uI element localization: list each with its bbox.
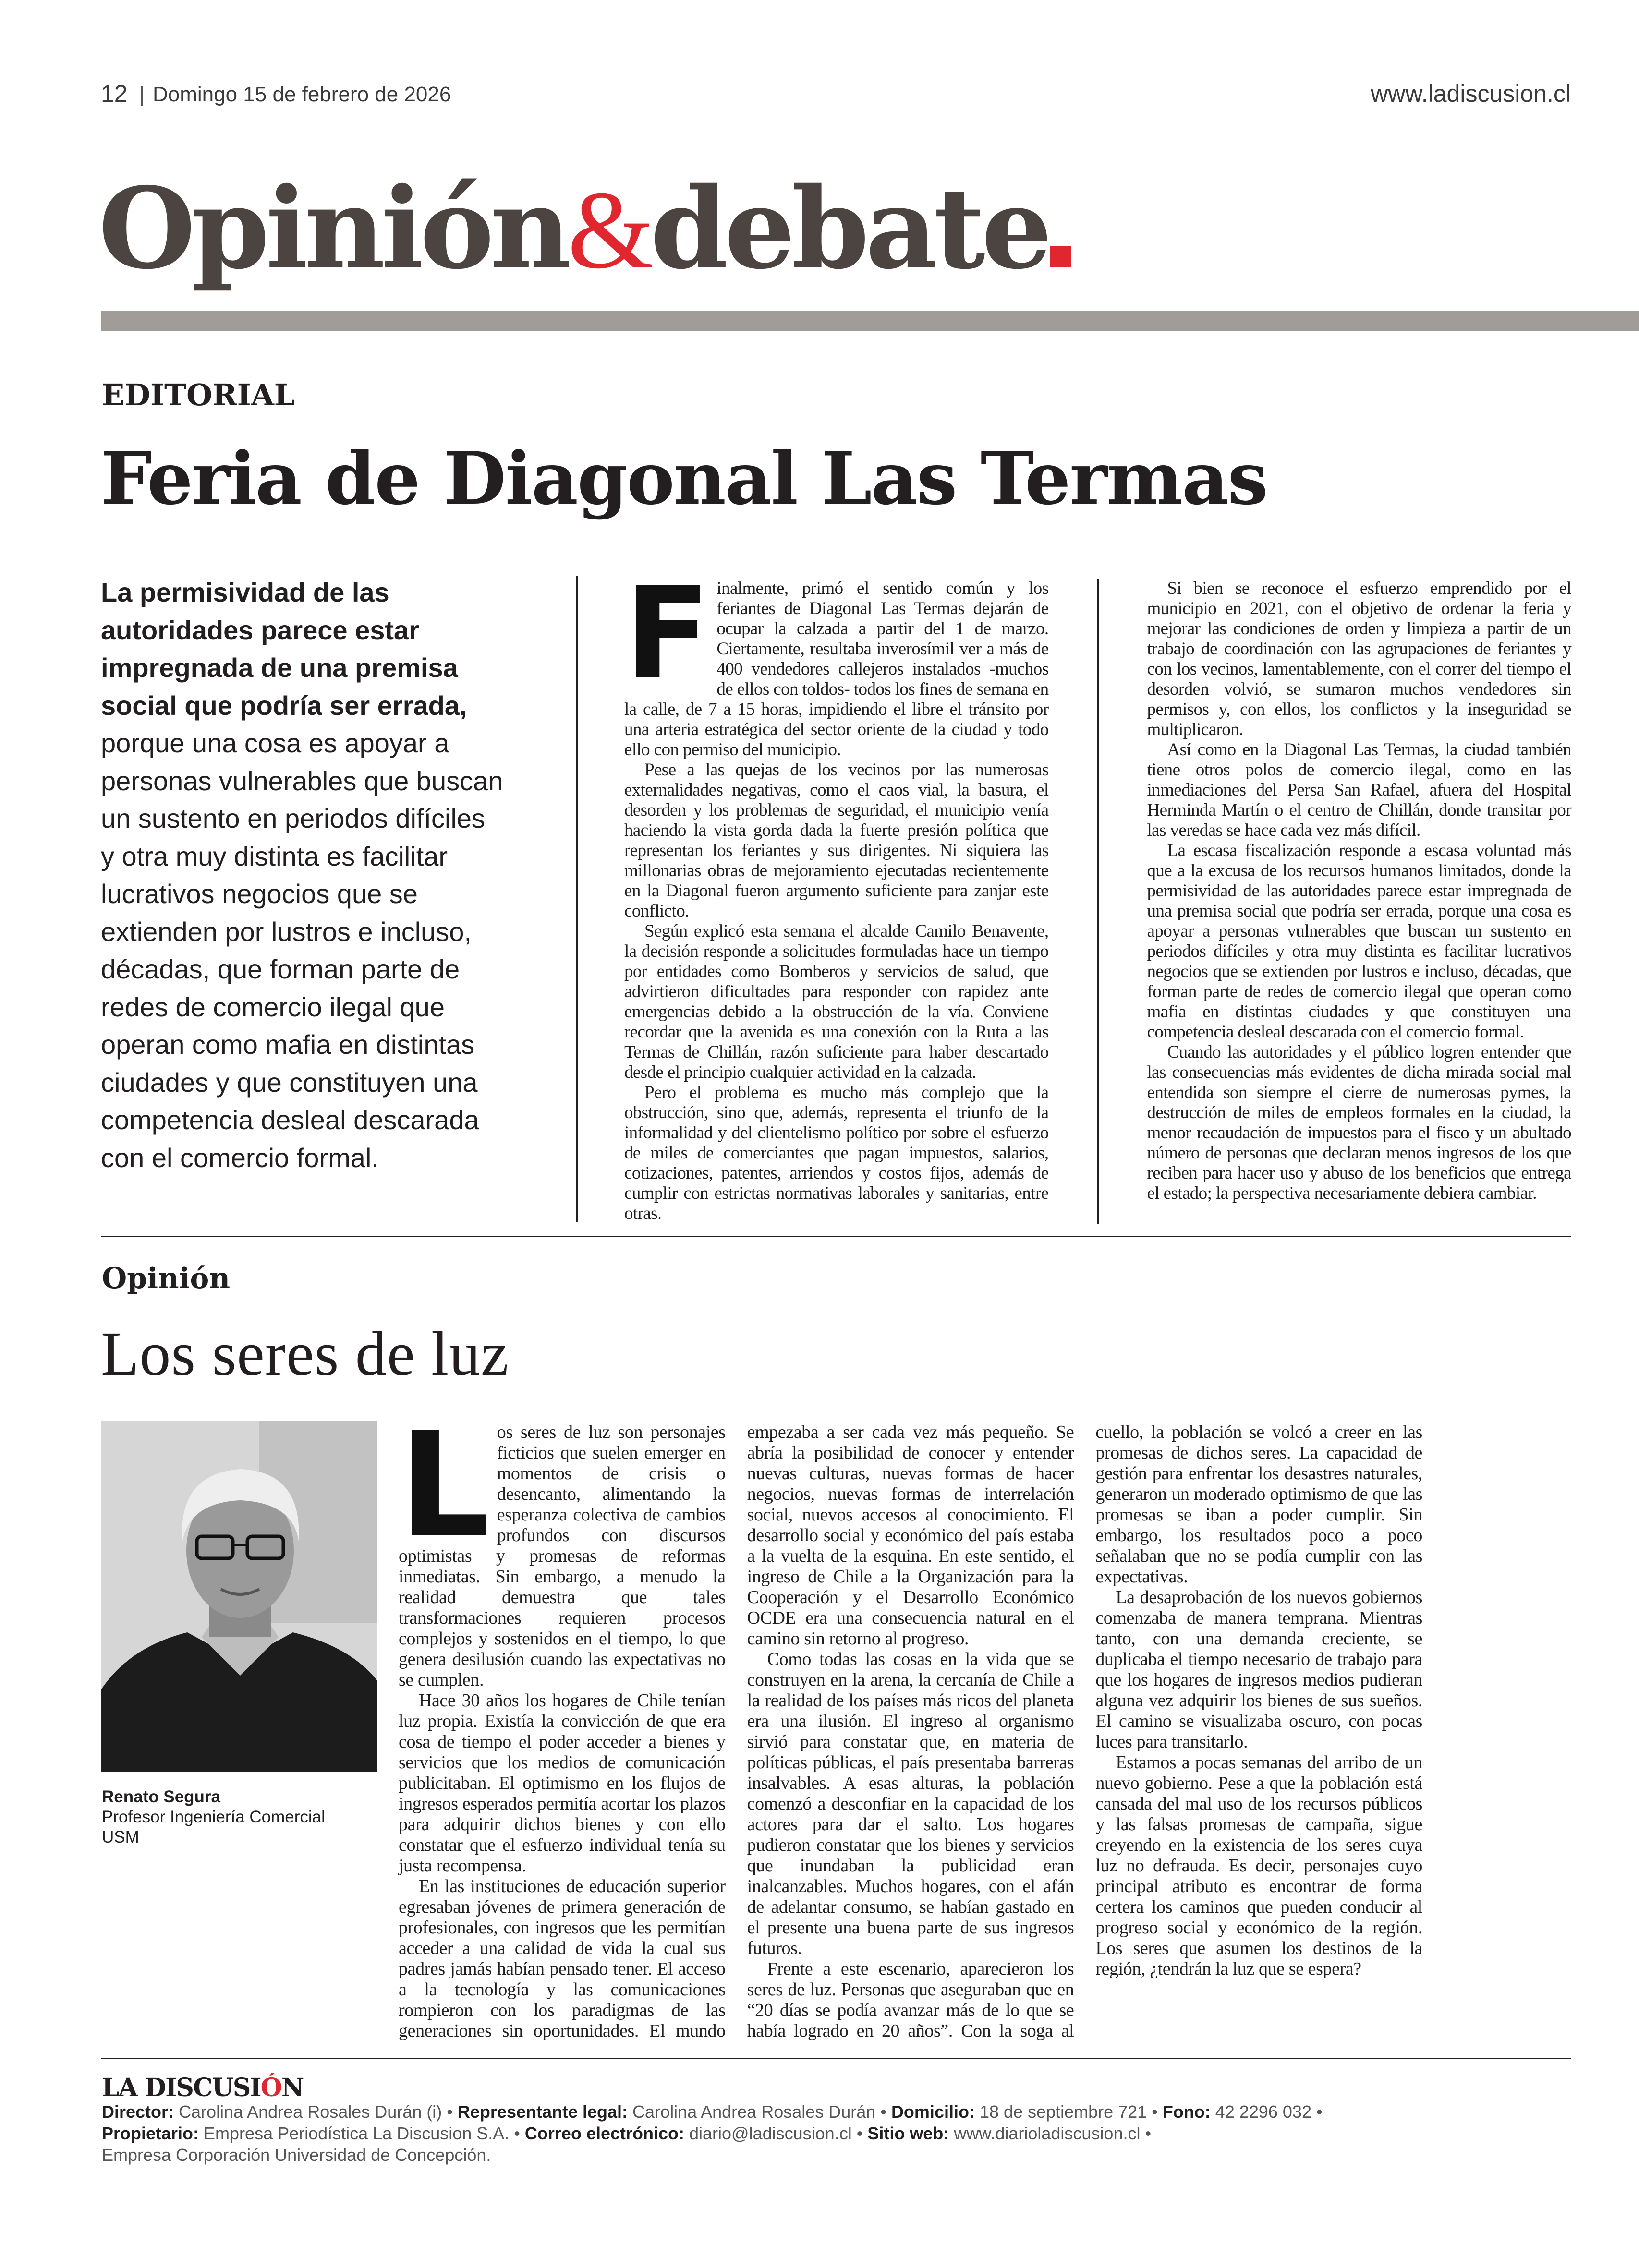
section-title-opinion: Opinión <box>98 163 568 294</box>
logo-accent: Ó <box>260 2073 281 2102</box>
owner-value: Empresa Periodística La Discusion S.A. • <box>199 2123 525 2143</box>
author-institution: USM <box>102 1828 139 1846</box>
editorial-kicker: EDITORIAL <box>102 377 295 412</box>
opinion-body <box>399 1401 1422 2051</box>
website-link[interactable]: www.diarioladiscusion.cl • <box>949 2123 1152 2143</box>
opinion-paragraph: La desaprobación de los nuevos gobiernos comenzaba de manera temprana. Mientras tanto, con una demanda creciente, se duplicaba el tiempo necesario de trabajo para que los hogares de ingresos medios pudieran alguna vez adquirir los bienes de sus sueños. El camino se visualizaba oscuro, con pocas luces para transitarlo. <box>1095 1587 1422 1752</box>
opinion-paragraph: En las instituciones de educación superior egresaban jóvenes de primera generación de profesionales, con ingresos que les permitían acceder a una calidad de vida la cual sus padres jamás habían pensado tener. El acceso a la tecnología y las comunicaciones rompieron con los paradigmas de las generaciones sin oportunidades. El mundo empezaba a ser cada vez más pequeño. Se abría la posibilidad de conocer y entender nuevas culturas, nuevas formas de hacer negocios, nuevas formas de interrelación social, nuevos accesos al conocimiento. El desarrollo social y económico del país estaba a la vuelta de la esquina. En este sentido, el ingreso de Chile a la Organización para la Cooperación y el Desarrollo Económico OCDE era una consecuencia natural en el camino sin retorno al progreso. <box>399 1422 1074 2041</box>
section-title-ampersand: & <box>567 169 651 292</box>
logo-text: LA DISCUSI <box>102 2073 261 2102</box>
paragraph-text: os seres de luz son personajes ficticios que suelen emerger en momentos de crisis o desencanto, alimentando la esperanza colectiva de cambios profundos con discursos optimistas y promesas de reformas inmediatas. Sin embargo, a menudo la realidad demuestra que tales transformaciones requieren procesos complejos y sostenidos en el tiempo, lo que genera desilusión cuando las expectativas no se cumplen. <box>399 1422 726 1690</box>
page-number: 12 <box>101 80 128 107</box>
newspaper-logo <box>102 2073 303 2102</box>
horizontal-rule <box>101 1236 1571 1237</box>
editorial-headline: Feria de Diagonal Las Termas <box>101 436 1267 521</box>
phone-label: Fono: <box>1162 2102 1211 2122</box>
red-square-dot <box>1050 246 1071 267</box>
opinion-headline: Los seres de luz <box>101 1319 509 1388</box>
editorial-body <box>624 560 1571 1224</box>
opinion-paragraph: Como todas las cosas en la vida que se construyen en la arena, la cercanía de Chile a la realidad de los países más ricos del planeta era una ilusión. El ingreso al organismo sirvió para constatar que, en materia de políticas públicas, el país presentaba barreras insalvables. A esas alturas, la población comenzó a desconfiar en la capacidad de los actores para dar el salto. Los hogares pudieron constatar que los bienes y servicios que inundaban la publicidad eran inalcanzables. Muchos hogares, con el afán de adelantar consumo, se habían gastado en el presente una buena parte de sus ingresos futuros. <box>747 1649 1074 1958</box>
owner-label: Propietario: <box>102 2123 199 2143</box>
address-value: 18 de septiembre 721 • <box>974 2102 1163 2122</box>
author-byline <box>102 1787 325 1847</box>
masthead-line-3: Empresa Corporación Universidad de Concepción. <box>102 2145 491 2165</box>
address-label: Domicilio: <box>891 2102 975 2122</box>
opinion-paragraph <box>399 1401 726 1690</box>
author-role: Profesor Ingeniería Comercial <box>102 1808 325 1826</box>
lede-bold: La permisividad de las autoridades parece estar impregnada de una premisa social que podría ser errada, <box>101 577 467 721</box>
opinion-paragraph: Frente a este escenario, aparecieron los seres de luz. Personas que aseguraban que en “20 días se podía avanzar más de lo que se había logrado en 20 años”. Con la soga al cuello, la población se volcó a creer en las promesas de dichos seres. La capacidad de gestión para enfrentar los desastres naturales, generaron un moderado optimismo de que las promesas se iban a poder cumplir. Sin embargo, los resultados poco a poco señalaban que no se podía cumplir con las expectativas. <box>747 1422 1422 2041</box>
opinion-paragraph: Estamos a pocas semanas del arribo de un nuevo gobierno. Pese a que la población está cansada del mal uso de los recursos públicos y las falsas promesas de campaña, sigue creyendo en la existencia de los seres cuya luz no defrauda. Es decir, personajes cuyo principal atributo es encontrar de forma certera los caminos que pueden conducir al progreso social y económico de la región. Los seres que asumen los destinos de la región, ¿tendrán la luz que se espera? <box>1095 1752 1422 1979</box>
director-value: Carolina Andrea Rosales Durán (i) • <box>174 2102 458 2122</box>
horizontal-rule <box>101 2058 1571 2059</box>
masthead-line-2 <box>102 2123 1151 2144</box>
paragraph-text: inalmente, primó el sentido común y los feriantes de Diagonal Las Termas dejarán de ocupar la calzada a partir del 1 de marzo. Ciertamente, resultaba inverosímil ver a más de 400 vendedores callejeros instalados -muchos de ellos con toldos- todos los fines de semana en la calle, de 7 a 15 horas, impidiendo el libre el tránsito por una arteria estratégica del sector oriente de la ciudad y todo ello con permiso del municipio. <box>624 579 1049 760</box>
editorial-paragraph: Según explicó esta semana el alcalde Camilo Benavente, la decisión responde a solicitudes formuladas hace un tiempo por entidades como Bomberos y servicios de salud, que advirtieron dificultades para responder con rapidez ante emergencias debido a la obstrucción de la vía. Conviene recordar que la avenida es una conexión con la Ruta a las Termas de Chillán, razón suficiente para haber descartado desde el principio cualquier actividad en la calzada. <box>624 921 1049 1082</box>
section-title <box>98 163 1071 294</box>
lede-regular: porque una cosa es apoyar a personas vulnerables que buscan un sustento en periodos difíciles y otra muy distinta es facilitar lucrativos negocios que se extienden por lustros e incluso, décadas, que forman parte de redes de comercio ilegal que operan como mafia en distintas ciudades y que constituyen una competencia desleal descarada con el comercio formal. <box>101 728 503 1173</box>
phone-value: 42 2296 032 • <box>1210 2102 1323 2122</box>
editorial-lede <box>101 574 504 1177</box>
author-name: Renato Segura <box>102 1787 220 1806</box>
column-rule <box>576 576 578 1222</box>
director-label: Director: <box>102 2102 174 2122</box>
opinion-kicker: Opinión <box>102 1262 231 1295</box>
editorial-paragraph: Cuando las autoridades y el público logren entender que las consecuencias más evidentes de dicha mirada social mal entendida son siempre el cierre de numerosas pymes, la destrucción de miles de empleos formales en la ciudad, la menor recaudación de impuestos para el fisco y un abultado número de personas que declaran menos ingresos de los que reciben para hacer uso y abuso de los beneficios que entrega el estado; la perspectiva necesariamente debiera cambiar. <box>1147 1042 1571 1203</box>
logo-text: N <box>281 2073 304 2102</box>
masthead-line-1 <box>102 2102 1323 2122</box>
editorial-paragraph: Pero el problema es mucho más complejo que la obstrucción, sino que, además, representa el triunfo de la informalidad y del clientelismo político por sobre el esfuerzo de miles de comerciantes que pagan impuestos, salarios, cotizaciones, patentes, arriendos y costos fijos, además de cumplir con estrictas normativas laborales y sanitarias, entre otras. <box>624 1083 1049 1223</box>
website-url[interactable]: www.ladiscusion.cl <box>1371 80 1571 107</box>
email-link[interactable]: diario@ladiscusion.cl • <box>684 2123 868 2143</box>
legal-rep-value: Carolina Andrea Rosales Durán • <box>628 2102 891 2122</box>
header-separator: | <box>139 83 145 106</box>
editorial-paragraph: La escasa fiscalización responde a escasa voluntad más que a la excusa de los recursos humanos limitados, donde la permisividad de las autoridades parece estar impregnada de una premisa social que podría ser errada, porque una cosa es apoyar a personas vulnerables que buscan un sustento en periodos difíciles y otra muy distinta es facilitar lucrativos negocios que se extienden por lustros e incluso, décadas, que forman parte de redes de comercio ilegal que operan como mafia en distintas ciudades y que constituyen una competencia desleal descarada con el comercio formal. <box>1147 841 1571 1042</box>
email-label: Correo electrónico: <box>524 2123 684 2143</box>
drop-cap: L <box>399 1401 490 1569</box>
author-photo <box>101 1421 377 1772</box>
issue-date: Domingo 15 de febrero de 2026 <box>153 83 451 106</box>
editorial-paragraph: Si bien se reconoce el esfuerzo emprendido por el municipio en 2021, con el objetivo de ordenar la feria y mejorar las condiciones de orden y limpieza a partir de un trabajo de coordinación con las agrupaciones de feriantes y con los vecinos, lamentablemente, con el correr del tiempo el desorden volvió, se sumaron muchos vendedores sin permisos y, con ellos, los conflictos y la inseguridad se multiplicaron. <box>1147 579 1571 739</box>
drop-cap: F <box>624 560 710 707</box>
opinion-paragraph: Hace 30 años los hogares de Chile tenían luz propia. Existía la convicción de que era cosa de tiempo el poder acceder a bienes y servicios que los medios de comunicación publicitaban. El optimismo en los flujos de ingresos esperados permitía acortar los plazos para adquirir dichos bienes y con ello constatar que el esfuerzo individual tenía su justa recompensa. <box>399 1690 726 1876</box>
editorial-paragraph: Así como en la Diagonal Las Termas, la ciudad también tiene otros polos de comercio ilegal, como en las inmediaciones del Persa San Rafael, afuera del Hospital Herminda Martín o el centro de Chillán, donde transitar por las veredas se hace cada vez más difícil. <box>1147 740 1571 840</box>
legal-rep-label: Representante legal: <box>457 2102 628 2122</box>
editorial-paragraph <box>624 560 1049 760</box>
section-divider-bar <box>101 311 1639 331</box>
section-title-debate: debate <box>650 163 1049 294</box>
editorial-paragraph: Pese a las quejas de los vecinos por las numerosas externalidades negativas, como el caos vial, la basura, el desorden y los problemas de seguridad, el municipio venía haciendo la vista gorda dada la fuerte presión política que representan los feriantes y sus dirigentes. Ni siquiera las millonarias obras de mejoramiento ejecutadas recientemente en la Diagonal fueron argumento suficiente para zanjar este conflicto. <box>624 760 1049 921</box>
website-label: Sitio web: <box>867 2123 949 2143</box>
